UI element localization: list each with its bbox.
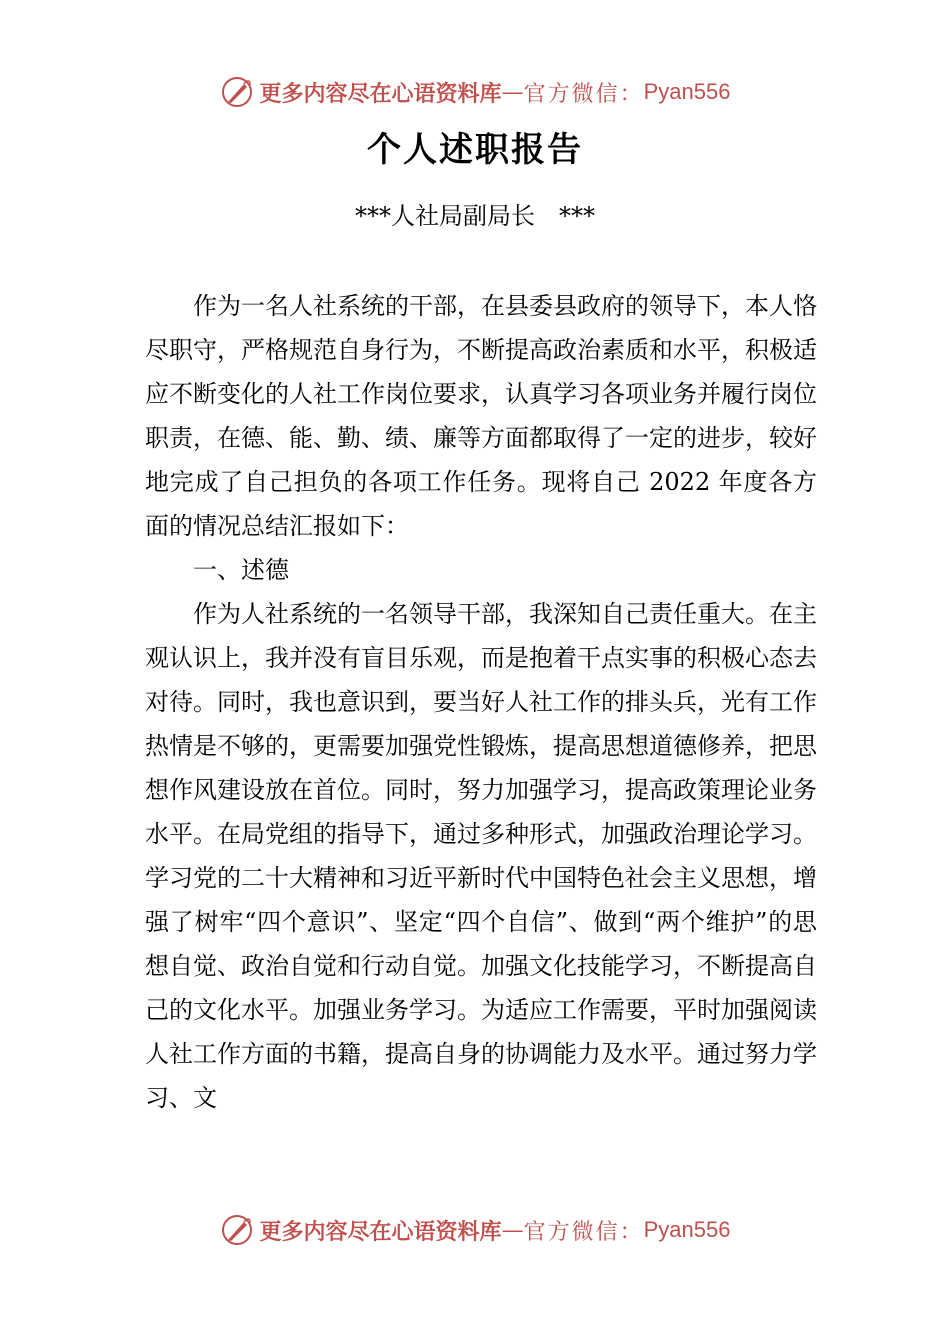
banner-wechat-label: 官方微信： xyxy=(523,1219,644,1245)
section-heading: 一、述德 xyxy=(193,556,289,584)
banner-dash: — xyxy=(501,79,524,105)
header-watermark-banner xyxy=(0,72,950,112)
document-body xyxy=(145,284,817,1120)
document-subtitle: ***人社局副局长 *** xyxy=(355,202,595,230)
footer-watermark-banner xyxy=(0,1210,950,1250)
paragraph-moral: 作为人社系统的一名领导干部，我深知自己责任重大。在主观认识上，我并没有盲目乐观，而是抱着干点实事的积极心态去对待。同时，我也意识到，要当好人社工作的排头兵，光有工作热情是不够的，更需要加强党性锻炼，提高思想道德修养，把思想作风建设放在首位。同时，努力加强学习，提高政策理论业务水平。在局党组的指导下，通过多种形式，加强政治理论学习。学习党的二十大精神和习近平新时代中国特色社会主义思想，增强了树牢“四个意识”、坚定“四个自信”、做到“两个维护”的思想自觉、政治自觉和行动自觉。加强文化技能学习，不断提高自己的文化水平。加强业务学习。为适应工作需要，平时加强阅读人社工作方面的书籍，提高自身的协调能力及水平。通过努力学习、文 xyxy=(145,600,817,1112)
banner-wechat-id: Pyan556 xyxy=(643,1217,731,1242)
banner-wechat-label: 官方微信： xyxy=(523,81,644,107)
document-title: 个人述职报告 xyxy=(367,130,583,170)
paragraph-intro: 作为一名人社系统的干部，在县委县政府的领导下，本人恪尽职守，严格规范自身行为，不断提高政治素质和水平，积极适应不断变化的人社工作岗位要求，认真学习各项业务并履行岗位职责，在德、能、勤、绩、廉等方面都取得了一定的进步，较好地完成了自己担负的各项工作任务。现将自己 2022 年度各方面的情况总结汇报如下： xyxy=(145,292,817,540)
quill-pen-logo-icon xyxy=(220,1213,254,1247)
banner-dash: — xyxy=(501,1217,524,1243)
banner-wechat-id: Pyan556 xyxy=(643,79,731,104)
banner-main-text: 更多内容尽在心语资料库 xyxy=(259,1218,502,1245)
quill-pen-logo-icon xyxy=(220,75,254,109)
banner-main-text: 更多内容尽在心语资料库 xyxy=(259,80,502,107)
